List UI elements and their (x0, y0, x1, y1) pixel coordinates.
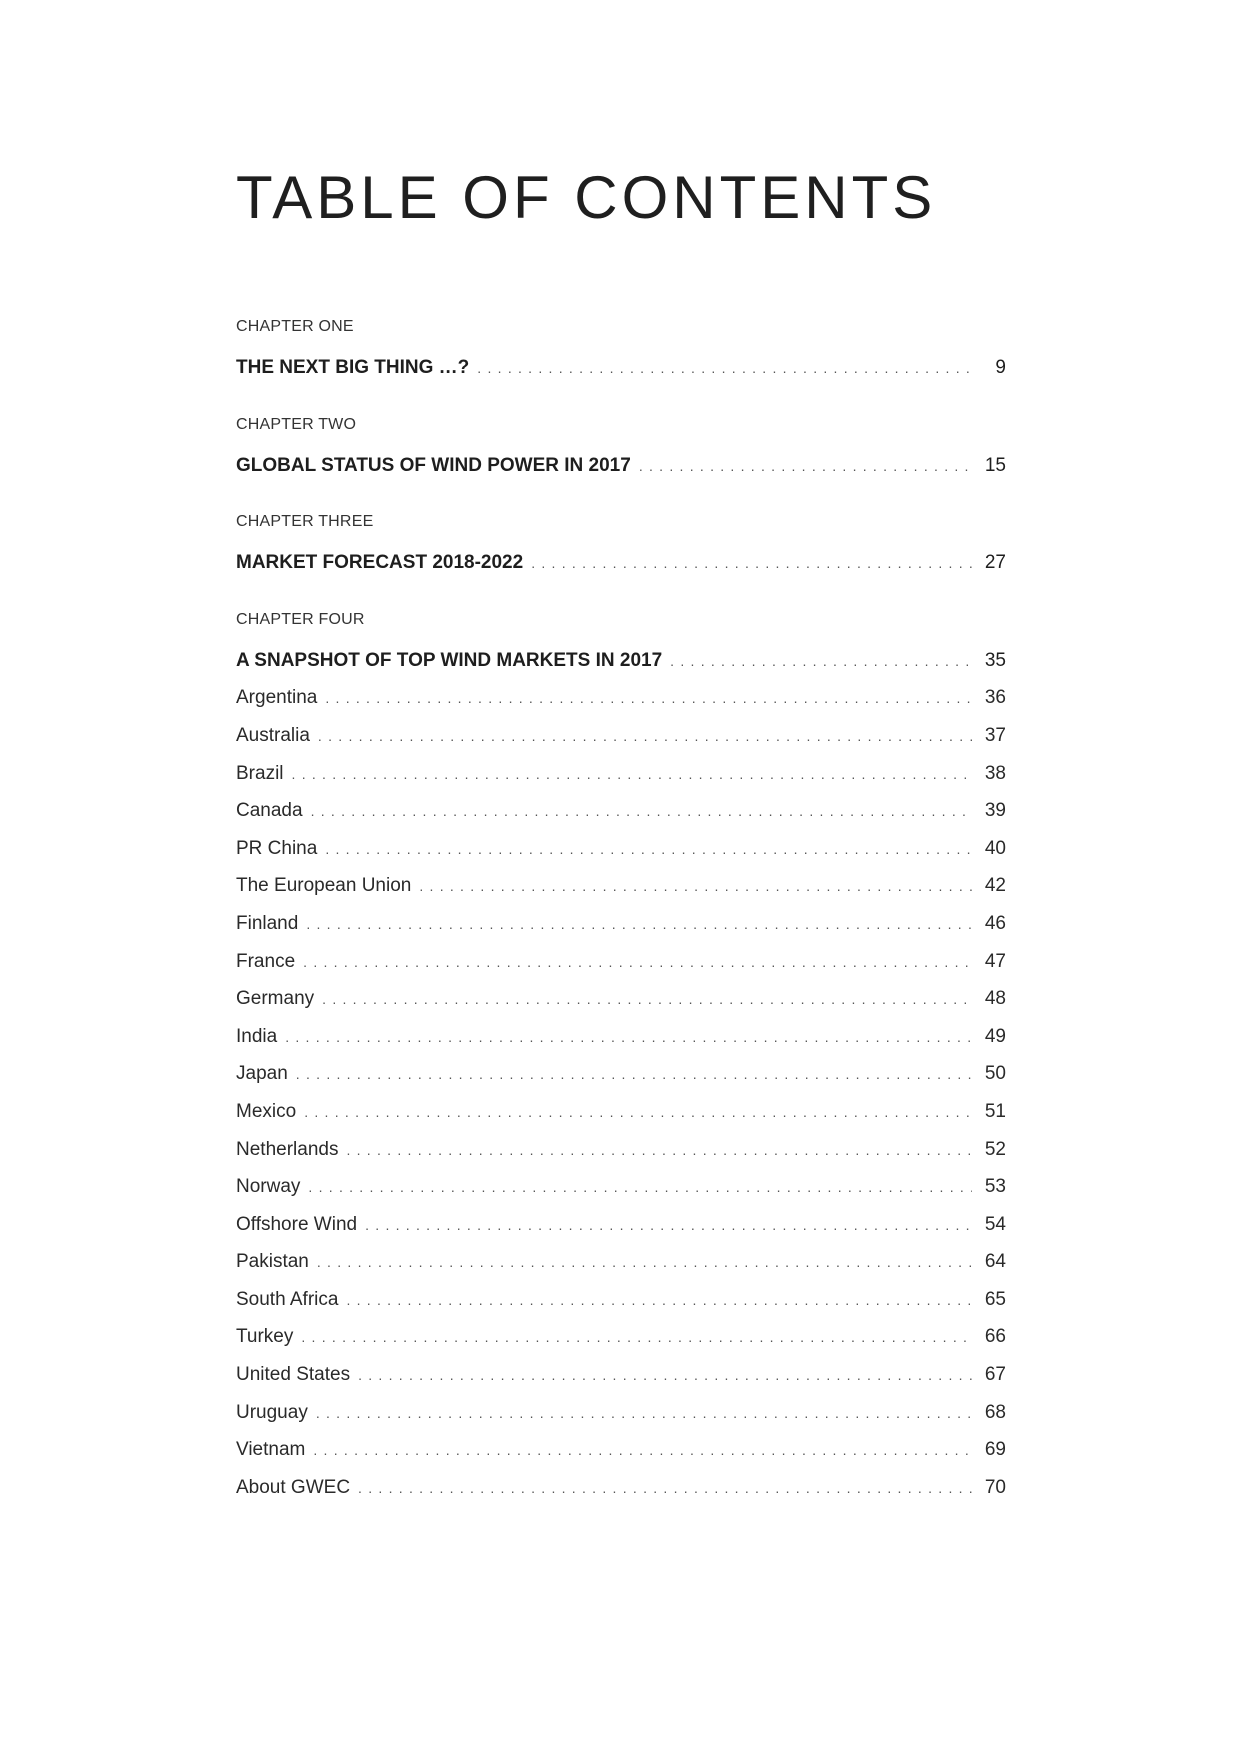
dot-leader (285, 1019, 972, 1057)
dot-leader (358, 1357, 972, 1395)
dot-leader (318, 718, 972, 756)
toc-entry[interactable] (236, 1055, 1006, 1093)
dot-leader (303, 944, 972, 982)
chapter-label: CHAPTER THREE (236, 513, 374, 531)
page-number: 36 (984, 687, 1006, 709)
toc-entry[interactable] (236, 1281, 1006, 1319)
dot-leader (346, 1132, 972, 1170)
toc-entry[interactable] (236, 943, 1006, 981)
toc-entry[interactable] (236, 1018, 1006, 1056)
dot-leader (365, 1207, 972, 1245)
dot-leader (317, 1244, 972, 1282)
toc-entry-label: Mexico (236, 1100, 297, 1122)
page-number: 50 (984, 1063, 1006, 1085)
dot-leader (670, 643, 972, 681)
toc-entry[interactable] (236, 1131, 1006, 1169)
chapter-heading: A SNAPSHOT OF TOP WIND MARKETS IN 2017 (236, 649, 663, 671)
chapter-heading: MARKET FORECAST 2018-2022 (236, 552, 524, 574)
page-number: 51 (984, 1100, 1006, 1122)
page-number: 39 (984, 800, 1006, 822)
spacer (236, 582, 1006, 606)
toc-entry[interactable] (236, 717, 1006, 755)
dot-leader (306, 906, 972, 944)
toc-entry-label: PR China (236, 837, 318, 859)
toc-entry-label: About GWEC (236, 1476, 351, 1498)
toc-entry[interactable] (236, 1431, 1006, 1469)
toc-entry[interactable] (236, 1469, 1006, 1507)
dot-leader (419, 868, 972, 906)
chapter-heading-entry[interactable] (236, 447, 1006, 485)
dot-leader (346, 1282, 972, 1320)
toc-entry[interactable] (236, 1356, 1006, 1394)
toc-entry-label: Offshore Wind (236, 1213, 358, 1235)
toc-entry-label: South Africa (236, 1288, 339, 1310)
toc-entry-label: Pakistan (236, 1251, 309, 1273)
toc-entry[interactable] (236, 980, 1006, 1018)
dot-leader (325, 831, 972, 869)
chapter-block (236, 313, 1006, 387)
dot-leader (316, 1395, 972, 1433)
dot-leader (639, 448, 972, 486)
table-of-contents (236, 313, 1006, 1506)
toc-entry[interactable] (236, 1093, 1006, 1131)
toc-entry[interactable] (236, 1168, 1006, 1206)
page-number: 38 (984, 762, 1006, 784)
toc-entry[interactable] (236, 867, 1006, 905)
page-number: 54 (984, 1213, 1006, 1235)
toc-entry-label: Argentina (236, 687, 318, 709)
spacer (236, 387, 1006, 411)
page-number: 42 (984, 875, 1006, 897)
chapter-block (236, 411, 1006, 485)
page-number: 68 (984, 1401, 1006, 1423)
page-number: 65 (984, 1288, 1006, 1310)
toc-entry-label: Netherlands (236, 1138, 339, 1160)
page-number: 53 (984, 1176, 1006, 1198)
toc-entry-label: Turkey (236, 1326, 294, 1348)
dot-leader (301, 1319, 972, 1357)
dot-leader (308, 1169, 972, 1207)
chapter-label: CHAPTER FOUR (236, 610, 365, 628)
page-number: 47 (984, 950, 1006, 972)
toc-entry-label: Australia (236, 724, 310, 746)
dot-leader (358, 1470, 972, 1508)
toc-entry[interactable] (236, 792, 1006, 830)
page-number: 69 (984, 1439, 1006, 1461)
page-number: 46 (984, 912, 1006, 934)
page-number: 9 (995, 357, 1006, 378)
toc-entry[interactable] (236, 1394, 1006, 1432)
toc-entry-label: France (236, 950, 296, 972)
toc-entry-label: Canada (236, 800, 303, 822)
page-number: 48 (984, 988, 1006, 1010)
dot-leader (292, 756, 972, 794)
chapter-label: CHAPTER ONE (236, 318, 354, 335)
toc-entry-label: Vietnam (236, 1439, 306, 1461)
toc-entry-label: Germany (236, 988, 315, 1010)
toc-entry-label: India (236, 1025, 278, 1047)
toc-entry[interactable] (236, 755, 1006, 793)
dot-leader (296, 1056, 972, 1094)
chapter-block (236, 606, 1006, 1507)
page-number: 67 (984, 1364, 1006, 1386)
page-number: 15 (984, 454, 1006, 476)
dot-leader (325, 680, 972, 718)
toc-entry-label: United States (236, 1364, 351, 1386)
page-number: 40 (984, 837, 1006, 859)
chapter-heading: GLOBAL STATUS OF WIND POWER IN 2017 (236, 454, 631, 476)
toc-entry[interactable] (236, 1318, 1006, 1356)
chapter-heading-entry[interactable] (236, 642, 1006, 680)
page-number: 49 (984, 1025, 1006, 1047)
chapter-label: CHAPTER TWO (236, 415, 357, 433)
page-number: 35 (984, 649, 1006, 671)
toc-entry[interactable] (236, 830, 1006, 868)
dot-leader (322, 981, 972, 1019)
dot-leader (313, 1432, 972, 1470)
page-number: 52 (984, 1138, 1006, 1160)
toc-entry-label: Brazil (236, 762, 284, 784)
dot-leader (531, 545, 972, 583)
page-number: 64 (984, 1251, 1006, 1273)
dot-leader (304, 1094, 972, 1132)
chapter-heading: THE NEXT BIG THING …? (236, 357, 470, 378)
chapter-heading-entry[interactable] (236, 349, 1006, 387)
chapter-heading-entry[interactable] (236, 544, 1006, 582)
toc-entry[interactable] (236, 1206, 1006, 1244)
toc-entry[interactable] (236, 679, 1006, 717)
page-number: 66 (984, 1326, 1006, 1348)
toc-entry-label: Norway (236, 1176, 301, 1198)
toc-entry[interactable] (236, 1243, 1006, 1281)
page-title: TABLE OF CONTENTS (236, 164, 937, 231)
toc-entry-label: Uruguay (236, 1401, 308, 1423)
page-number: 37 (984, 724, 1006, 746)
page-number: 27 (984, 552, 1006, 574)
toc-entry-label: Finland (236, 912, 299, 934)
dot-leader (477, 350, 972, 388)
toc-entry[interactable] (236, 905, 1006, 943)
page-number: 70 (984, 1476, 1006, 1498)
toc-entry-label: The European Union (236, 875, 412, 897)
toc-entry-label: Japan (236, 1063, 288, 1085)
spacer (236, 484, 1006, 508)
chapter-block (236, 508, 1006, 582)
dot-leader (311, 793, 972, 831)
